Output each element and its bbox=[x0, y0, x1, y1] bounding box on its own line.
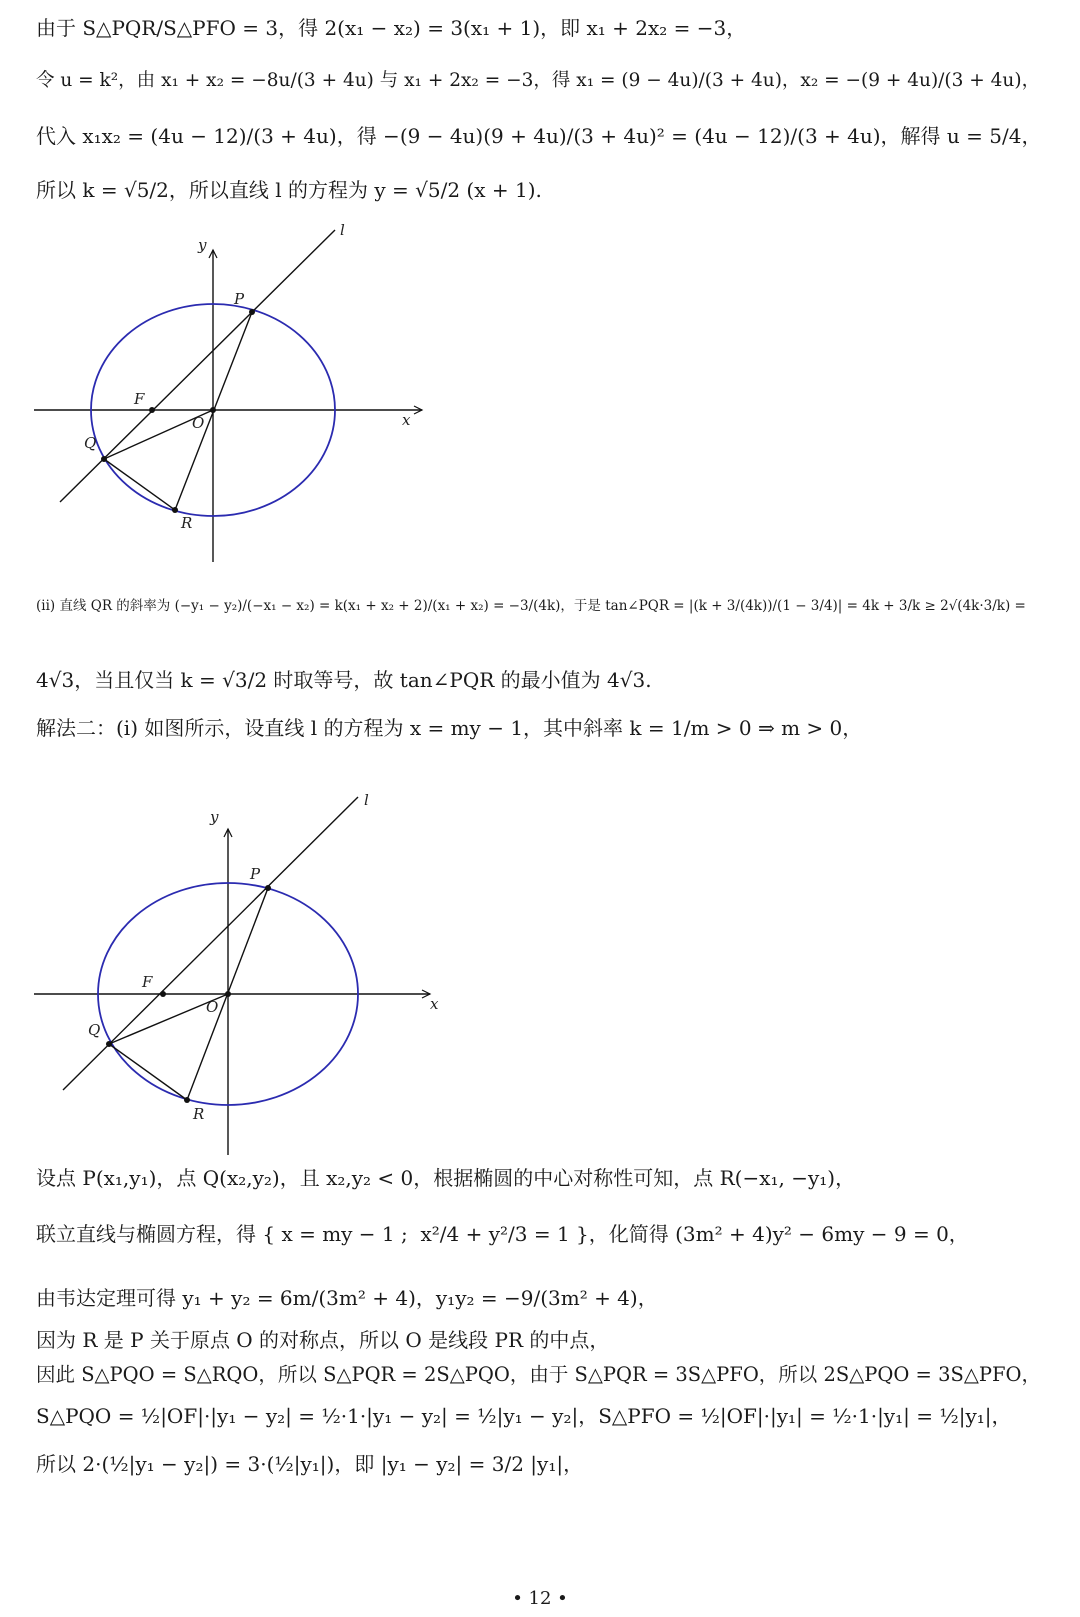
text-line bbox=[36, 718, 862, 738]
text-line bbox=[36, 72, 1040, 91]
label-f: F bbox=[142, 973, 153, 991]
point-q bbox=[101, 456, 107, 462]
point-q bbox=[106, 1041, 112, 1047]
text-line bbox=[36, 600, 1026, 614]
label-y: y bbox=[198, 236, 207, 254]
text-line-content: 令 u = k²，由 x₁ + x₂ = −8u/(3 + 4u) 与 x₁ + 2x₂ = −3，得 x₁ = (9 − 4u)/(3 + 4u)，x₂ = −(9 + 4u)/(3 + 4u)， bbox=[36, 70, 1041, 91]
text-line-content: 所以 2·(½|y₁ − y₂|) = 3·(½|y₁|)，即 |y₁ − y₂| = 3/2 |y₁|， bbox=[36, 1452, 584, 1476]
text-line bbox=[36, 1330, 609, 1350]
point-o bbox=[210, 407, 216, 413]
label-y: y bbox=[210, 808, 219, 826]
point-o bbox=[225, 991, 231, 997]
label-l: l bbox=[364, 791, 369, 809]
text-line-content: 由韦达定理可得 y₁ + y₂ = 6m/(3m² + 4)，y₁y₂ = −9/(3m² + 4)， bbox=[36, 1286, 658, 1310]
text-line bbox=[36, 1365, 1041, 1385]
label-o: O bbox=[192, 414, 205, 432]
segment-qr bbox=[109, 1044, 187, 1100]
point-r bbox=[172, 507, 178, 513]
text-line-content: 设点 P(x₁,y₁)，点 Q(x₂,y₂)，且 x₂,y₂ < 0，根据椭圆的中心对称性可知，点 R(−x₁, −y₁)， bbox=[36, 1166, 856, 1190]
text-line bbox=[36, 1224, 969, 1244]
point-r bbox=[184, 1097, 190, 1103]
label-q: Q bbox=[88, 1021, 101, 1039]
text-line-content: S△PQO = ½|OF|·|y₁ − y₂| = ½·1·|y₁ − y₂| = ½|y₁ − y₂|，S△PFO = ½|OF|·|y₁| = ½·1·|y₁| = ½|y₁|， bbox=[36, 1404, 1012, 1428]
text-line-content: 因此 S△PQO = S△RQO，所以 S△PQR = 2S△PQO，由于 S△PQR = 3S△PFO，所以 2S△PQO = 3S△PFO， bbox=[36, 1363, 1041, 1386]
text-line-content: 代入 x₁x₂ = (4u − 12)/(3 + 4u)，得 −(9 − 4u)(9 + 4u)/(3 + 4u)² = (4u − 12)/(3 + 4u)，解得 u = 5/4， bbox=[36, 124, 1042, 148]
point-f bbox=[149, 407, 155, 413]
text-line bbox=[36, 126, 1041, 146]
point-f bbox=[160, 991, 166, 997]
label-x: x bbox=[430, 995, 439, 1013]
text-line bbox=[36, 1288, 658, 1308]
label-l: l bbox=[340, 222, 345, 239]
point-p bbox=[265, 885, 271, 891]
text-line bbox=[36, 180, 542, 200]
label-r: R bbox=[193, 1105, 205, 1123]
text-line-content: 4√3，当且仅当 k = √3/2 时取等号，故 tan∠PQR 的最小值为 4√3. bbox=[36, 668, 652, 692]
text-line bbox=[36, 1454, 583, 1474]
page-number: • 12 • bbox=[512, 1588, 568, 1609]
label-f: F bbox=[134, 390, 145, 408]
label-x: x bbox=[402, 411, 411, 429]
text-line bbox=[36, 18, 746, 38]
text-line-content: 联立直线与椭圆方程，得 { x = my − 1 ; x²/4 + y²/3 = 1 }，化简得 (3m² + 4)y² − 6my − 9 = 0， bbox=[36, 1222, 969, 1246]
text-line bbox=[36, 1406, 1012, 1426]
text-line-content: 解法二：(i) 如图所示，设直线 l 的方程为 x = my − 1，其中斜率 k = 1/m > 0 ⇒ m > 0， bbox=[36, 716, 863, 740]
label-p: P bbox=[250, 865, 261, 883]
text-line bbox=[36, 670, 652, 690]
label-o: O bbox=[206, 998, 219, 1016]
point-p bbox=[249, 309, 255, 315]
text-line-content: 由于 S△PQR/S△PFO = 3，得 2(x₁ − x₂) = 3(x₁ + 1)，即 x₁ + 2x₂ = −3， bbox=[36, 16, 747, 40]
figure-ellipse-1 bbox=[30, 222, 450, 571]
diagram-svg-1 bbox=[30, 222, 450, 567]
label-q: Q bbox=[84, 434, 97, 452]
text-line-content: (ii) 直线 QR 的斜率为 (−y₁ − y₂)/(−x₁ − x₂) = k(x₁ + x₂ + 2)/(x₁ + x₂) = −3/(4k)，于是 tan∠PQR = |(k + 3/(4k))/(1 − 3/4)| = 4k + 3/k ≥ 2√(4k·3/k) = bbox=[36, 598, 1026, 614]
figure-ellipse-2 bbox=[30, 785, 460, 1164]
diagram-svg-2 bbox=[30, 785, 460, 1160]
label-r: R bbox=[181, 514, 193, 532]
text-line-content: 因为 R 是 P 关于原点 O 的对称点，所以 O 是线段 PR 的中点， bbox=[36, 1328, 610, 1352]
text-line bbox=[36, 1168, 855, 1188]
text-line-content: 所以 k = √5/2，所以直线 l 的方程为 y = √5/2 (x + 1). bbox=[36, 178, 542, 202]
segment-qr bbox=[104, 459, 175, 510]
label-p: P bbox=[234, 290, 245, 308]
